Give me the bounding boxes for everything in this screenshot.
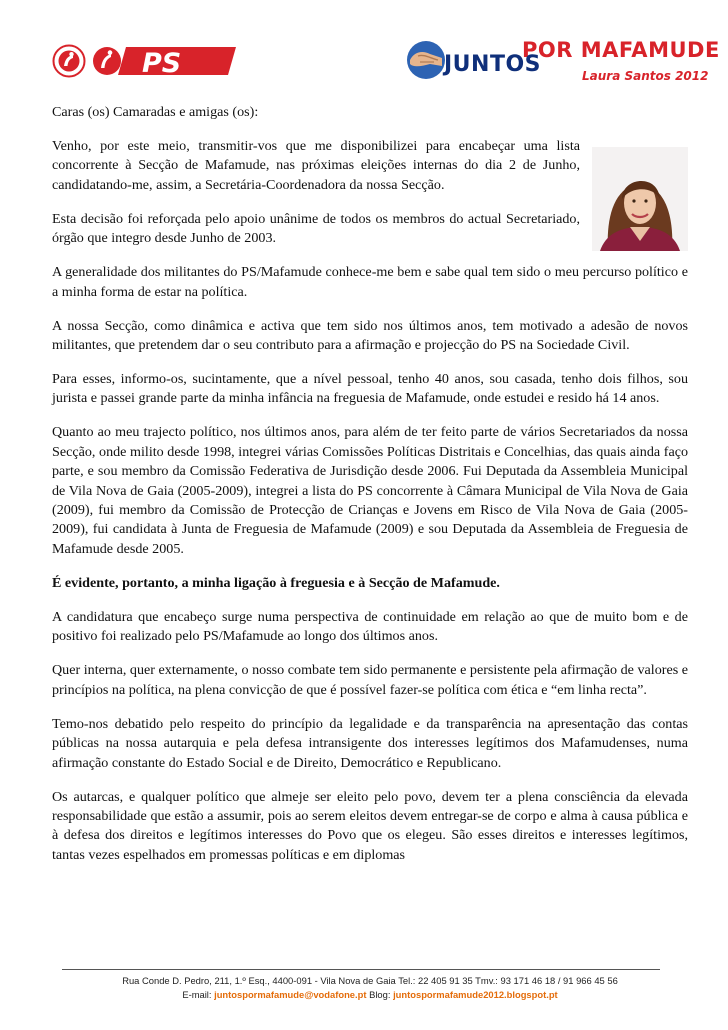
logo-subtitle-text: Laura Santos 2012	[582, 69, 709, 83]
candidate-portrait-photo	[592, 147, 688, 251]
letter-greeting: Caras (os) Camaradas e amigas (os):	[52, 104, 259, 120]
handshake-globe-icon	[404, 38, 448, 82]
footer-email-label: E-mail:	[182, 989, 212, 1000]
paragraph-7-emphasis: É evidente, portanto, a minha ligação à freguesia e à Secção de Mafamude.	[52, 574, 500, 591]
paragraph-8: A candidatura que encabeço surge numa perspectiva de continuidade em relação ao que de muito bom e de positivo foi realizado pelo PS/Mafamude ao longo dos últimos anos.	[52, 608, 688, 645]
ps-party-logo	[90, 44, 238, 78]
paragraph-10: Temo-nos debatido pelo respeito do princípio da legalidade e da transparência na apresentação das contas públicas na nossa autarquia e pela defesa intransigente dos interesses legítimos dos Mafamudenses, numa afirmação constante do Estado Social e de Direito, Democrático e Republicano.	[52, 715, 688, 771]
footer-email-link[interactable]: juntospormafamude@vodafone.pt	[214, 989, 367, 1000]
paragraph-4: A nossa Secção, como dinâmica e activa que tem sido nos últimos anos, tem motivado a adesão de novos militantes, que pretendem dar o seu contributo para a afirmação e projecção do PS na Sociedade Civil.	[52, 317, 688, 354]
paragraph-11: Os autarcas, e qualquer político que almeje ser eleito pelo povo, devem ter a plena consciência da elevada responsabilidade que estão a assumir, pois ao serem eleitos devem entregar-se de corpo e alma à causa pública e à defesa dos direitos e legítimos interesses do Povo que os elegeu. São esses direitos e interesses legítimos, tantas vezes espelhados em promessas políticas e em diplomas	[52, 788, 688, 863]
ps-seal-logo	[52, 44, 86, 78]
ps-logo-text: PS	[142, 48, 182, 78]
juntos-por-mafamude-logo	[404, 36, 720, 90]
paragraph-3: A generalidade dos militantes do PS/Mafamude conhece-me bem e sabe qual tem sido o meu percurso político e a minha forma de estar na política.	[52, 264, 688, 300]
footer-divider	[62, 969, 660, 970]
paragraph-6: Quanto ao meu trajecto político, nos últimos anos, para além de ter feito parte de vários Secretariados da nossa Secção, onde milito desde 1998, integrei várias Comissões Políticas Distritais e Concelhias, das quais ainda faço parte, e sou membro da Comissão Federativa de Jurisdição desde 2006. Fui Deputada da Assembleia Municipal de Vila Nova de Gaia (2005-2009), integrei a lista do PS concorrente à Câmara Municipal de Vila Nova de Gaia (2009), fui membro da Comissão de Protecção de Crianças e Jovens em Risco de Vila Nova de Gaia (2005-2009), fui candidata à Junta de Freguesia de Mafamude (2009) e sou Deputada da Assembleia de Freguesia de Mafamude desde 2005.	[52, 424, 688, 557]
footer-blog-label: Blog:	[369, 989, 391, 1000]
paragraph-5: Para esses, informo-os, sucintamente, que a nível pessoal, tenho 40 anos, sou casada, tenho dois filhos, sou jurista e passei grande parte da minha infância na freguesia de Mafamude, onde estudei e resido há 14 anos.	[52, 371, 688, 407]
paragraph-9: Quer interna, quer externamente, o nosso combate tem sido permanente e persistente pela afirmação de valores e princípios na política, na plena convicção de que é possível fazer-se política com ética e “em linha recta”.	[52, 662, 688, 698]
footer-contacts	[52, 989, 688, 1000]
paragraph-2: Esta decisão foi reforçada pelo apoio unânime de todos os membros do actual Secretariado, órgão que integro desde Junho de 2003.	[52, 210, 580, 247]
logo-juntos-text: JUNTOS	[444, 52, 542, 77]
paragraph-1: Venho, por este meio, transmitir-vos que me disponibilizei para encabeçar uma lista concorrente à Secção de Mafamude, nas próximas eleições internas do dia 2 de Junho, candidatando-me, assim, a Secretária-Coordenadora da nossa Secção.	[52, 138, 580, 193]
footer-address: Rua Conde D. Pedro, 211, 1.º Esq., 4400-091 - Vila Nova de Gaia Tel.: 22 405 91 35 Tmv.: 93 171 46 18 / 91 966 45 56	[122, 975, 618, 986]
letterhead	[52, 36, 720, 90]
letter-body	[52, 103, 688, 880]
logo-por-mafamude-text: POR MAFAMUDE	[522, 38, 720, 62]
footer-blog-link[interactable]: juntospormafamude2012.blogspot.pt	[393, 989, 558, 1000]
